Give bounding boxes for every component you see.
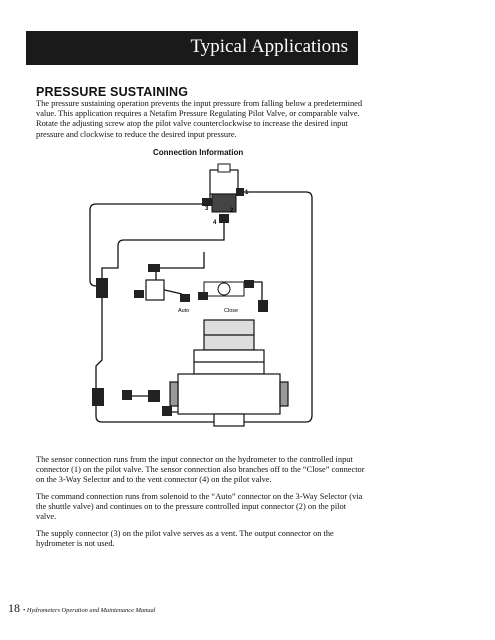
command-paragraph: The command connection runs from solenoid to the “Auto” connector on the 3-Way Selector (via the shuttle valve) and continues on to the pressure controlled input connector (2) on the pilot valve. [36, 492, 363, 522]
pilot-label-2: 2 [230, 208, 234, 214]
pilot-valve [202, 164, 244, 223]
page-footer [8, 601, 155, 616]
pilot-label-1: 1 [245, 190, 249, 196]
pilot-label-3: 3 [205, 206, 209, 212]
inner-tube [102, 216, 224, 278]
lower-left-tube [96, 298, 102, 396]
page-number: 18 [8, 601, 20, 615]
intro-paragraph: The pressure sustaining operation prevents the input pressure from falling below a predetermined value. This application requires a Netafim Pressure Regulating Pilot Valve, or comparable valve. Rotate the adjusting screw atop the pilot valve counterclockwise to increase the desired input pressure and clockwise to reduce the desired input pressure. [36, 99, 363, 139]
pilot-label-4: 4 [213, 220, 217, 226]
supply-paragraph: The supply connector (3) on the pilot valve serves as a vent. The output connector on the hydrometer is not used. [36, 529, 334, 549]
selector-close-label: Close [224, 308, 239, 314]
sensor-paragraph: The sensor connection runs from the input connector on the hydrometer to the controlled input connector (1) on the pilot valve. The sensor connection also branches off to the “Close” connector on the 3-Way Selector and to the vent connector (4) on the pilot valve. [36, 455, 365, 485]
solenoid [134, 264, 164, 300]
shuttle-valve [180, 294, 190, 302]
page-header-title: Typical Applications [190, 36, 348, 57]
manual-title: • Hydrometers Operation and Maintenance Manual [23, 607, 156, 614]
sensor-tube [90, 204, 210, 286]
section-heading: PRESSURE SUSTAINING [36, 85, 189, 99]
connection-diagram [84, 160, 314, 445]
connection-info-heading: Connection Information [153, 148, 244, 157]
selector-right-tube [254, 282, 262, 300]
upper-loop [156, 252, 204, 268]
selector-auto-label: Auto [178, 308, 190, 314]
header-bar [26, 31, 358, 65]
hydrometer [170, 320, 288, 426]
